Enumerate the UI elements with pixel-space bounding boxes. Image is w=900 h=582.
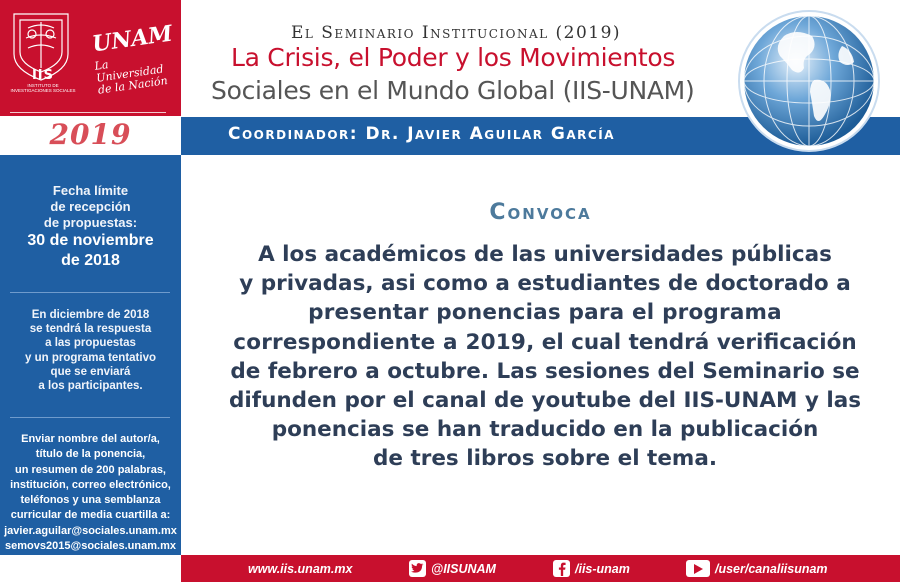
body-line: difunden por el canal de youtube del IIS-UNAM y las: [228, 388, 862, 414]
submission-line: institución, correo electrónico,: [10, 478, 171, 491]
youtube-icon: [686, 560, 710, 577]
youtube-link[interactable]: [686, 555, 828, 582]
deadline-line: de recepción: [50, 199, 131, 214]
deadline-line: de propuestas:: [43, 215, 138, 230]
response-line: a los participantes.: [38, 380, 143, 393]
submission-line: curricular de media cuartilla a:: [10, 509, 171, 522]
email-link[interactable]: javier.aguilar@sociales.unam.mx: [4, 524, 177, 537]
iis-logo: IIS: [31, 68, 55, 83]
sidebar-divider: [10, 292, 170, 293]
body-line: ponencias se han traducido en la publicación: [271, 417, 819, 443]
deadline-section: [0, 183, 181, 271]
deadline-date: 30 de noviembre: [27, 232, 154, 249]
footer-bar: [181, 555, 900, 582]
submission-line: título de la ponencia,: [35, 448, 146, 461]
twitter-link[interactable]: [409, 555, 496, 582]
response-section: [0, 308, 181, 393]
website-link[interactable]: [248, 555, 352, 582]
facebook-label: /iis-unam: [575, 561, 630, 576]
body-line: correspondiente a 2019, el cual tendrá verificación: [233, 329, 857, 355]
youtube-label: /user/canaliisunam: [715, 561, 828, 576]
facebook-icon: [553, 560, 570, 577]
deadline-date: de 2018: [61, 252, 120, 269]
coordinator-label: Coordinador: Dr. Javier Aguilar García: [228, 124, 615, 144]
unam-tagline: La Universidad de la Nación: [93, 58, 169, 97]
body-line: de febrero a octubre. Las sesiones del Seminario se: [230, 358, 860, 384]
globe-icon: [734, 6, 884, 156]
unam-wordmark: UNAM: [90, 20, 175, 58]
response-line: a las propuestas: [45, 337, 136, 350]
submission-line: teléfonos y una semblanza: [20, 494, 161, 507]
response-line: se tendrá la respuesta: [29, 323, 152, 336]
seminar-title-line2: Sociales en el Mundo Global (IIS-UNAM): [211, 76, 695, 105]
response-line: En diciembre de 2018: [31, 309, 150, 321]
body-line-emphasis: presentar ponencias para el programa: [308, 300, 782, 326]
website-label: www.iis.unam.mx: [248, 561, 353, 576]
convoca-heading: Convoca: [489, 200, 592, 225]
call-body: [190, 240, 900, 474]
submission-section: [0, 432, 181, 554]
response-line: que se enviará: [50, 365, 131, 378]
response-line: y un programa tentativo: [25, 351, 156, 364]
deadline-line: Fecha límite: [52, 183, 129, 198]
year-label: 2019: [49, 118, 132, 151]
seminar-title-line1: La Crisis, el Poder y los Movimientos: [231, 43, 676, 72]
seminar-label: El Seminario Institucional (2019): [291, 23, 622, 43]
twitter-icon: [409, 560, 426, 577]
body-line: de tres libros sobre el tema.: [373, 446, 717, 472]
iis-logo-block: [8, 68, 78, 93]
header-divider: [10, 112, 166, 113]
submission-line: Enviar nombre del autor/a,: [21, 433, 160, 445]
iis-subtitle: INSTITUTO DE INVESTIGACIONES SOCIALES: [10, 83, 76, 93]
twitter-label: @IISUNAM: [431, 561, 496, 576]
submission-line: un resumen de 200 palabras,: [14, 463, 166, 476]
facebook-link[interactable]: [553, 555, 630, 582]
body-line: A los académicos de las universidades públicas: [258, 242, 832, 267]
sidebar-divider: [10, 417, 170, 418]
footer-left-strip: [0, 555, 181, 582]
body-line: y privadas, asi como a estudiantes de doctorado a: [239, 271, 851, 297]
email-link[interactable]: semovs2015@sociales.unam.mx: [5, 540, 176, 553]
